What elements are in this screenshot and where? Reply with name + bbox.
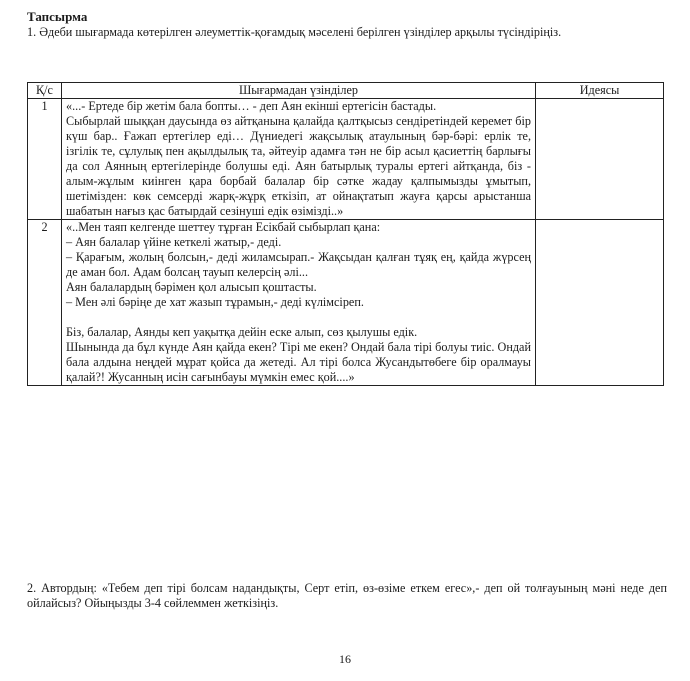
page-number: 16: [339, 652, 351, 666]
fragment-paragraph: – Аян балалар үйіне кеткелі жатыр,- деді.: [66, 235, 282, 249]
row-number: 2: [28, 220, 62, 386]
row-number: 1: [28, 99, 62, 220]
idea-cell[interactable]: [536, 99, 664, 220]
fragment-paragraph: «..Мен таяп келгенде шеттеу тұрған Есікбай сыбырлап қана:: [66, 220, 381, 234]
header-number: Қ/с: [28, 83, 62, 99]
fragment-paragraph: – Қарағым, жолың болсын,- деді жиламсырап.- Жақсыдан қалған тұяқ ең, қайда жүрсең де аман бол. Адам болсаң тауып келерсің әлі...: [66, 250, 531, 279]
header-fragments: Шығармадан үзінділер: [62, 83, 536, 99]
table-row: [28, 220, 664, 386]
task-heading: Тапсырма: [27, 9, 88, 24]
fragments-table: [27, 82, 664, 386]
header-idea: Идеясы: [536, 83, 664, 99]
fragment-paragraph: «...- Ертеде бір жетім бала бопты… - деп Аян екінші ертегісін бастады.: [66, 99, 437, 113]
task-2-text: 2. Автордың: «Тебем деп тірі болсам надандықты, Серт етіп, өз-өзіме еткем егес»,- деп ой толғауының мәні неде деп ойлайсыз? Ойыңызды 3-4 сөйлеммен жеткізіңіз.: [27, 581, 667, 610]
fragment-paragraph: Біз, балалар, Аянды кеп уақытқа дейін еске алып, сөз қылушы едік.: [66, 325, 418, 339]
fragment-paragraph: Шынында да бұл күнде Аян қайда екен? Тірі ме екен? Ондай бала тірі болуы тиіс. Ондай бала алдына неңдей мұрат қойса да жетеді. Ал тірі болса Жусандытөбеге бір оралмауы қалай?! Жусанның исін сағынбауы мүмкін емес қой....»: [66, 340, 531, 384]
table-row: [28, 99, 664, 220]
fragment-cell: [62, 220, 536, 386]
idea-cell[interactable]: [536, 220, 664, 386]
fragment-cell: [62, 99, 536, 220]
fragment-paragraph: Сыбырлай шыққан даусында өз айтқанына қалайда қалтқысыз сендіретіндей керемет бір күш бар.. Ғажап ертегілер еді… Дүниедегі жақсылық атаулының бәр-бәрі: ерлік те, ізгілік те, сұлулық пен ақылдылық та, әйтеуір адамға тән не бір асыл қасиеттің барлығы да сол Аянның ертегілерінде болушы еді. Аян батырлық туралы ертегі айтқанда, біз - алым-жұлым киінген қара борбай балалар бір сәтке жадау қалпымызды ұмытып, шетімізден: көк семсерді жарқ-жұрқ еткізіп, ат ойнақтатып жауға қарсы арыстанша шабатын нағыз қас батырдай сезінуші едік өзімізді..»: [66, 114, 531, 218]
fragment-paragraph: Аян балалардың бәрімен қол алысып қоштасты.: [66, 280, 317, 294]
table-header-row: [28, 83, 664, 99]
fragment-paragraph: – Мен әлі бәріңе де хат жазып тұрамын,- деді күлімсіреп.: [66, 295, 364, 309]
task-1-text: 1. Әдеби шығармада көтерілген әлеуметтік-қоғамдық мәселені берілген үзінділер арқылы түсіндіріңіз.: [27, 25, 562, 39]
